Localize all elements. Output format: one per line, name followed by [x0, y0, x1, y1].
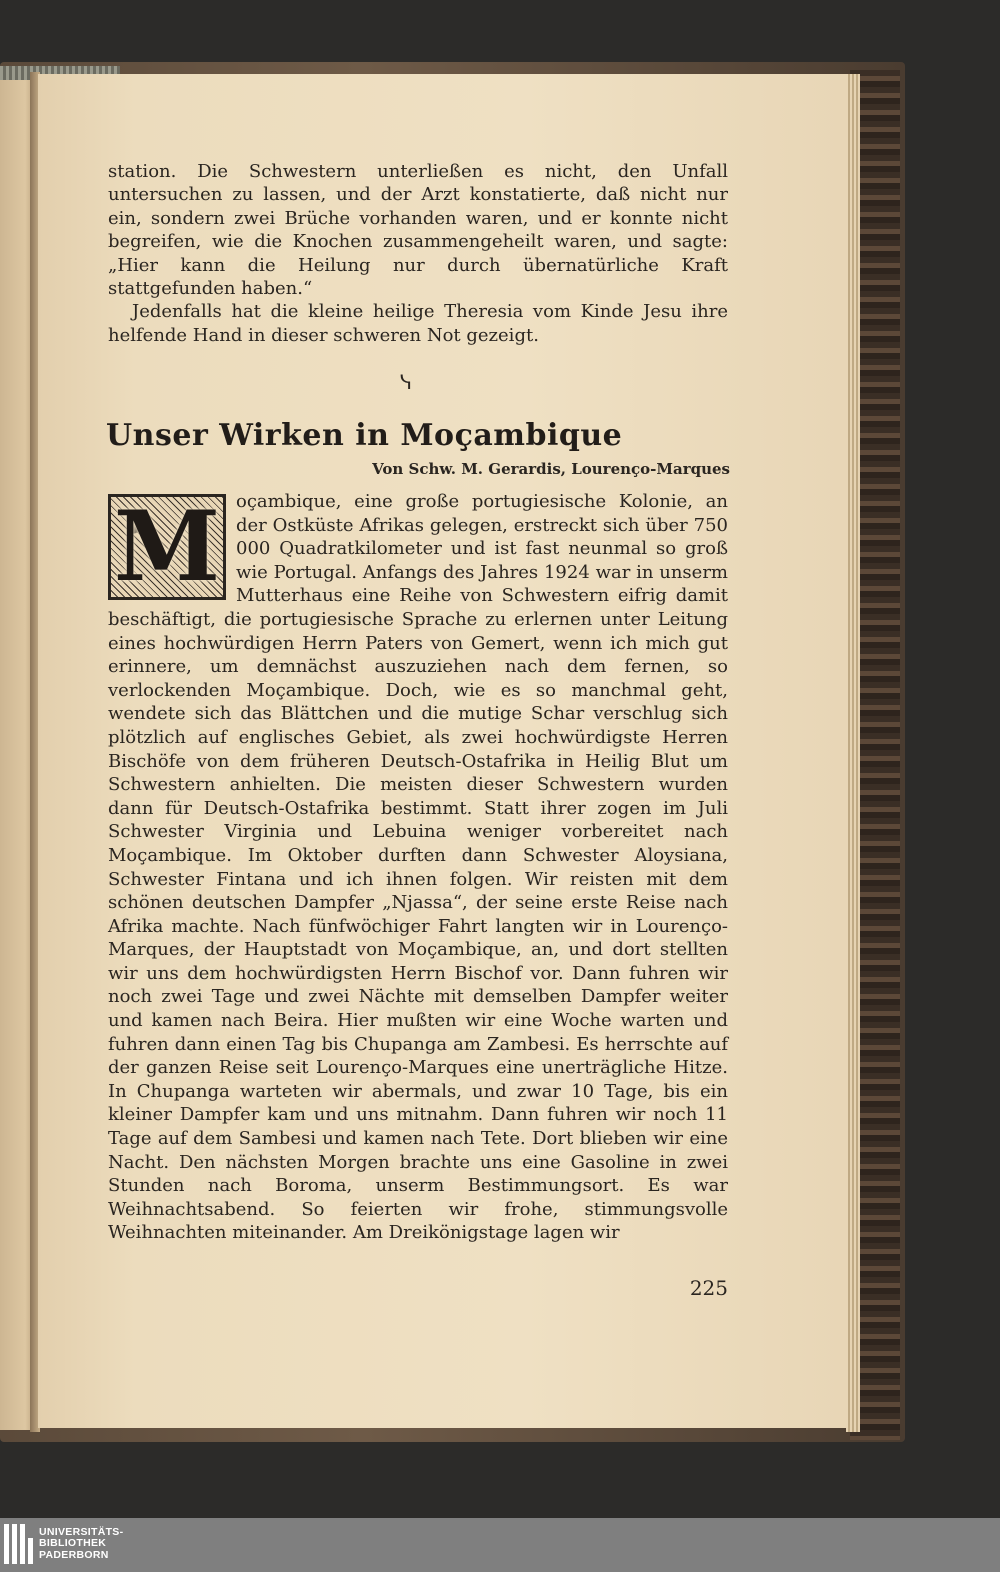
logo-bars-icon	[4, 1524, 33, 1564]
article-byline: Von Schw. M. Gerardis, Lourenço-Marques	[372, 460, 730, 478]
top-text	[108, 160, 728, 347]
footer-bar	[0, 1518, 1000, 1572]
dropcap-initial	[108, 490, 226, 604]
page-stack	[846, 74, 860, 1432]
dropcap-letter: M	[113, 490, 221, 604]
section-ornament: ᓭ	[400, 370, 413, 394]
library-logo	[4, 1522, 123, 1566]
logo-line-3: PADERBORN	[39, 1548, 109, 1561]
article-body	[108, 490, 728, 1245]
article-title: Unser Wirken in Moçambique	[106, 418, 623, 453]
page-number: 225	[689, 1276, 728, 1300]
paragraph-closing: Jedenfalls hat die kleine heilige Theresia vom Kinde Jesu ihre helfende Hand in dieser schweren Not gezeigt.	[108, 301, 728, 346]
article-text: oçambique, eine große portugiesische Kolonie, an der Ostküste Afrikas gelegen, erstreckt sich über 750 000 Quadratkilometer und ist fast neunmal so groß wie Portugal. Anfangs des Jahres 1924 war in unserm Mutterhaus eine Reihe von Schwestern eifrig damit beschäftigt, die portugiesische Sprache zu erlernen unter Leitung eines hochwürdigen Herrn Paters von Gemert, wenn ich mich gut erinnere, um demnächst auszuziehen nach dem fernen, so verlockenden Moçambique. Doch, wie es so manchmal geht, wendete sich das Blättchen und die mutige Schar verschlug sich plötzlich auf englisches Gebiet, als zwei hochwürdigste Herren Bischöfe von dem früheren Deutsch-Ostafrika in Heilig Blut um Schwestern anhielten. Die meisten dieser Schwestern wurden dann für Deutsch-Ostafrika bestimmt. Statt ihrer zogen im Juli Schwester Virginia und Lebuina weniger vorbereitet nach Moçambique. Im Oktober durften dann Schwester Aloysiana, Schwester Fintana und ich ihnen folgen. Wir reisten mit dem schönen deutschen Dampfer „Njassa“, der seine erste Reise nach Afrika machte. Nach fünfwöchiger Fahrt langten wir in Lourenço-Marques, der Hauptstadt von Moçambique, an, und dort stellten wir uns dem hochwürdigsten Herrn Bischof vor. Dann fuhren wir noch zwei Tage und zwei Nächte mit demselben Dampfer weiter und kamen nach Beira. Hier mußten wir eine Woche warten und fuhren dann einen Tag bis Chupanga am Zambesi. Es herrschte auf der ganzen Reise seit Lourenço-Marques eine unerträgliche Hitze. In Chupanga warteten wir abermals, und zwar 10 Tage, bis ein kleiner Dampfer kam und uns mitnahm. Dann fuhren wir noch 11 Tage auf dem Sambesi und kamen nach Tete. Dort blieben wir eine Nacht. Den nächsten Morgen brachte uns eine Gasoline in zwei Stunden nach Boroma, unserm Bestimmungsort. Es war Weihnachtsabend. So feierten wir frohe, stimmungsvolle Weihnachten miteinander. Am Dreikönigstage lagen wir	[108, 491, 728, 1244]
logo-line-2: BIBLIOTHEK	[39, 1537, 107, 1550]
logo-text	[39, 1527, 123, 1562]
paragraph-continuation: station. Die Schwestern unterließen es nicht, den Unfall untersuchen zu lassen, und der Arzt konstatierte, daß nicht nur ein, sondern zwei Brüche vorhanden waren, und er konnte nicht begreifen, wie die Knochen zusammengeheilt waren, und sagte: „Hier kann die Heilung nur durch übernatürliche Kraft stattgefunden haben.“	[108, 161, 728, 300]
logo-line-1: UNIVERSITÄTS-	[39, 1525, 124, 1538]
